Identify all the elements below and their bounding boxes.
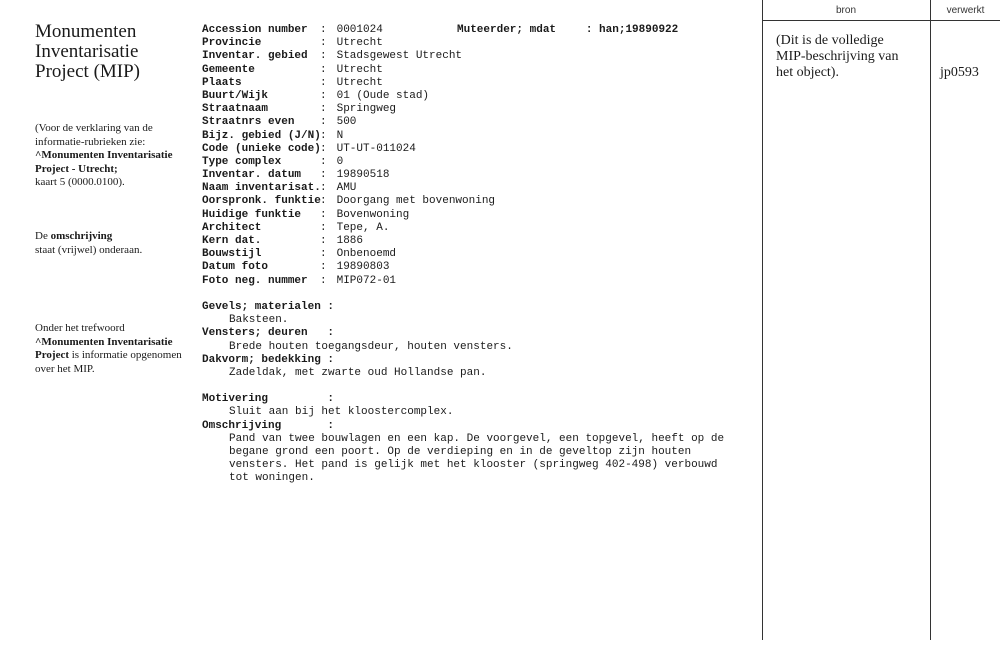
field-colon: : [320, 63, 327, 76]
field-colon: : [320, 182, 327, 195]
column-divider [930, 0, 931, 640]
field-row [202, 261, 495, 274]
field-value: 1886 [336, 235, 364, 247]
bron-text: (Dit is de volledige MIP-beschrijving van het object). [776, 33, 899, 80]
note-trefwoord [35, 322, 200, 376]
field-value: 19890803 [336, 261, 390, 274]
field-label: Oorspronk. funktie [202, 195, 321, 208]
field-colon: : [320, 116, 327, 129]
field-colon: : [320, 76, 327, 89]
field-row [202, 37, 495, 50]
field-value: Utrecht [336, 37, 383, 50]
field-value: Utrecht [336, 63, 383, 76]
section-text-gevels: Baksteen. [229, 314, 289, 327]
field-colon: : [320, 261, 327, 274]
field-value: Onbenoemd [336, 248, 397, 261]
field-row [202, 64, 495, 77]
note-verklaring [35, 122, 200, 190]
column-divider [762, 0, 763, 640]
note-reference: ^Monumenten Inventarisatie Project [35, 335, 173, 361]
field-value: Utrecht [336, 76, 383, 89]
mutation-label: Muteerder; mdat [457, 24, 557, 36]
field-label: Type complex [202, 155, 282, 168]
section-text-vensters: Brede houten toegangsdeur, houten vensters. [229, 340, 513, 353]
section-text-motivering: Sluit aan bij het kloostercomplex. [229, 406, 454, 419]
field-label: Plaats [202, 76, 242, 89]
description-sections [202, 301, 724, 486]
field-colon: : [320, 169, 327, 182]
verwerkt-text: jp0593 [940, 65, 979, 80]
section-text-omschrijving: tot woningen. [229, 472, 315, 485]
verwerkt-header: verwerkt [946, 5, 985, 16]
mutation-info [457, 24, 678, 37]
field-colon: : [320, 155, 327, 168]
field-label: Huidige funktie [202, 208, 302, 221]
section-text-omschrijving: begane grond een poort. Op de verdieping en in de geveltop zijn houten [229, 446, 692, 459]
field-colon: : [320, 274, 327, 287]
field-label: Bouwstijl [202, 248, 262, 261]
field-row [202, 50, 495, 63]
field-colon: : [320, 221, 327, 234]
bron-header: bron [835, 5, 856, 16]
note-text: (Voor de verklaring van de informatie-rubrieken zie: [35, 122, 153, 148]
note-text: Onder het trefwoord [35, 322, 125, 334]
field-value: MIP072-01 [336, 274, 397, 287]
note-text: De [35, 230, 48, 242]
field-list [202, 24, 495, 288]
note-text: kaart 5 (0000.0100). [35, 176, 125, 188]
field-value: Doorgang met bovenwoning [336, 195, 496, 208]
field-label: Accession number [202, 24, 308, 36]
field-row [202, 275, 495, 288]
note-text: is informatie opgenomen over het MIP. [35, 349, 182, 375]
section-label-omschrijving: Omschrijving : [202, 419, 335, 432]
field-value: AMU [336, 182, 357, 195]
field-colon: : [320, 24, 327, 36]
field-label: Straatnrs even [202, 116, 295, 129]
field-value: 500 [336, 116, 357, 129]
field-row [202, 130, 495, 143]
field-value: Bovenwoning [336, 208, 410, 221]
note-bold: omschrijving [50, 230, 113, 242]
field-colon: : [320, 103, 327, 116]
field-label: Kern dat. [202, 235, 262, 247]
field-label: Architect [202, 221, 262, 234]
field-label: Foto neg. nummer [202, 274, 308, 287]
field-row [202, 182, 495, 195]
field-row [202, 103, 495, 116]
field-value: 0 [336, 155, 344, 168]
note-omschrijving [35, 230, 200, 257]
field-label: Gemeente [202, 63, 255, 76]
section-label-vensters: Vensters; deuren : [202, 327, 335, 340]
field-label: Inventar. gebied [202, 50, 308, 63]
field-row [202, 169, 495, 182]
field-value: Tepe, A. [336, 221, 390, 234]
section-label-motivering: Motivering : [202, 393, 335, 406]
field-colon: : [320, 89, 327, 102]
document-title: Monumenten Inventarisatie Project (MIP) [35, 21, 141, 82]
field-colon: : [320, 37, 327, 50]
field-value: 0001024 [336, 24, 383, 36]
section-label-dakvorm: Dakvorm; bedekking : [202, 353, 335, 366]
field-row [202, 195, 495, 208]
field-row [202, 116, 495, 129]
field-colon: : [320, 195, 327, 208]
field-colon: : [320, 129, 327, 142]
field-colon: : [320, 235, 327, 247]
field-row [202, 156, 495, 169]
field-row [202, 248, 495, 261]
field-row [202, 77, 495, 90]
field-value: Springweg [336, 103, 397, 116]
field-colon: : [320, 248, 327, 261]
note-text: staat (vrijwel) onderaan. [35, 243, 143, 256]
field-label: Datum foto [202, 261, 269, 274]
field-label: Provincie [202, 37, 262, 50]
field-value: 19890518 [336, 169, 390, 182]
field-row [202, 90, 495, 103]
field-value: 01 (Oude stad) [336, 89, 430, 102]
field-value: UT-UT-011024 [336, 142, 416, 155]
field-label: Code (unieke code) [202, 142, 321, 155]
field-label: Naam inventarisat. [202, 182, 321, 195]
section-label-gevels: Gevels; materialen : [202, 301, 335, 313]
section-text-omschrijving: Pand van twee bouwlagen en een kap. De voorgevel, een topgevel, heeft op de [229, 432, 725, 445]
field-value: Stadsgewest Utrecht [336, 50, 463, 63]
field-colon: : [320, 208, 327, 221]
mutation-value: : han;19890922 [585, 24, 679, 36]
field-row [202, 235, 495, 248]
header-divider [762, 20, 1000, 21]
field-label: Straatnaam [202, 103, 269, 116]
field-label: Bijz. gebied (J/N) [202, 129, 321, 142]
field-row [202, 209, 495, 222]
field-value: N [336, 129, 344, 142]
field-colon: : [320, 142, 327, 155]
field-colon: : [320, 50, 327, 63]
field-row [202, 143, 495, 156]
field-label: Inventar. datum [202, 169, 302, 182]
section-text-omschrijving: vensters. Het pand is gelijk met het klooster (springweg 402-498) verbouwd [229, 459, 718, 472]
note-reference: ^Monumenten Inventarisatie Project - Utrecht; [35, 149, 173, 175]
section-text-dakvorm: Zadeldak, met zwarte oud Hollandse pan. [229, 367, 487, 380]
field-label: Buurt/Wijk [202, 89, 269, 102]
field-row [202, 24, 495, 37]
field-row [202, 222, 495, 235]
